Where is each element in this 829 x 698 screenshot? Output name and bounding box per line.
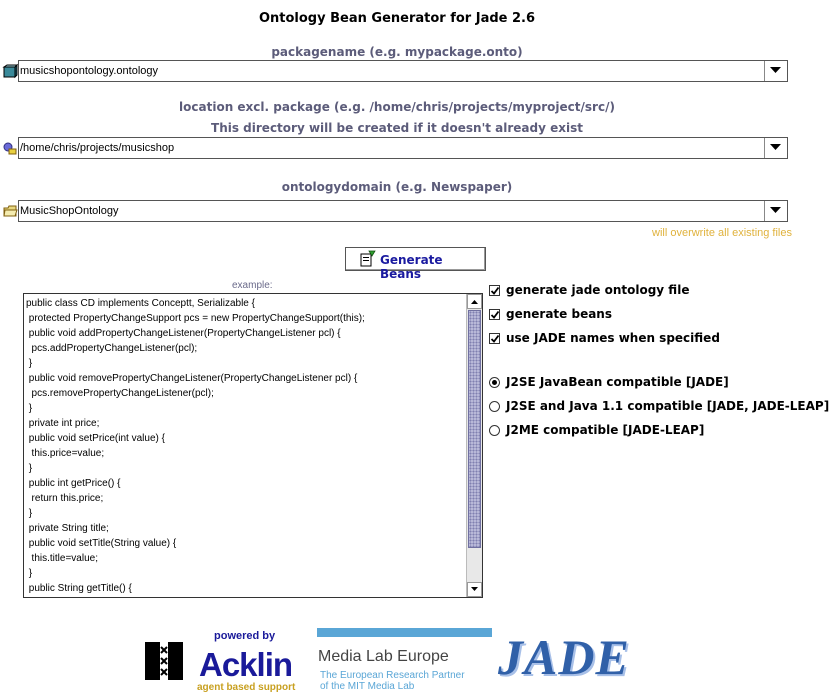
checkbox-label: generate jade ontology file	[506, 283, 690, 297]
package-label: packagename (e.g. mypackage.onto)	[271, 45, 523, 59]
chevron-down-icon	[770, 144, 781, 151]
code-line: public class CD implements Conceptt, Serializable {	[26, 298, 255, 309]
checkbox-box[interactable]	[489, 309, 500, 320]
checkbox-box[interactable]	[489, 333, 500, 344]
code-line: }	[26, 358, 33, 369]
location-note: This directory will be created if it doesn't already exist	[211, 121, 583, 135]
check-icon	[490, 310, 500, 320]
code-line: private String title;	[26, 523, 109, 534]
chevron-down-icon	[770, 207, 781, 214]
package-input[interactable]: musicshopontology.ontology	[20, 65, 158, 77]
crosses-logo-icon	[145, 642, 183, 680]
scroll-down-button[interactable]	[467, 582, 482, 597]
domain-input[interactable]: MusicShopOntology	[20, 205, 119, 217]
checkbox-box[interactable]	[489, 285, 500, 296]
directory-icon	[3, 141, 17, 155]
code-line: pcs.removePropertyChangeListener(pcl);	[26, 388, 214, 399]
generate-icon	[360, 251, 376, 267]
chevron-down-icon	[770, 67, 781, 74]
example-code-text	[26, 296, 365, 596]
package-icon	[3, 64, 17, 78]
chevron-down-icon	[468, 583, 481, 596]
mle-tagline	[320, 670, 465, 692]
code-line: this.title=value;	[26, 553, 98, 564]
powered-by-text: powered by	[214, 630, 276, 642]
location-dropdown-button[interactable]	[764, 138, 787, 158]
code-line: }	[26, 568, 33, 579]
radio-circle[interactable]	[489, 425, 500, 436]
code-line: }	[26, 403, 33, 414]
check-icon	[490, 286, 500, 296]
location-label: location excl. package (e.g. /home/chris/projects/myproject/src/)	[179, 100, 615, 114]
code-line: protected PropertyChangeSupport pcs = new PropertyChangeSupport(this);	[26, 313, 365, 324]
app-title: Ontology Bean Generator for Jade 2.6	[258, 11, 536, 26]
package-dropdown-button[interactable]	[764, 61, 787, 81]
generate-beans-button[interactable]	[345, 247, 486, 281]
radio-label: J2SE JavaBean compatible [JADE]	[506, 375, 729, 389]
folder-icon	[3, 204, 17, 218]
example-code-area[interactable]	[23, 293, 483, 598]
code-line: }	[26, 463, 33, 474]
code-line: pcs.addPropertyChangeListener(pcl);	[26, 343, 198, 354]
domain-dropdown-button[interactable]	[764, 201, 787, 221]
location-input[interactable]: /home/chris/projects/musicshop	[20, 142, 175, 154]
code-line: return this.price;	[26, 493, 104, 504]
radio-label: J2SE and Java 1.1 compatible [JADE, JADE-LEAP]	[506, 399, 829, 413]
generate-beans-label: Generate Beans	[380, 253, 443, 281]
check-icon	[490, 334, 500, 344]
package-combo[interactable]	[18, 60, 788, 82]
acklin-logo: Acklin	[199, 646, 293, 683]
radio-circle[interactable]	[489, 377, 500, 388]
vertical-scrollbar[interactable]	[466, 294, 482, 597]
domain-label: ontologydomain (e.g. Newspaper)	[281, 180, 513, 194]
jade-logo: JADE	[498, 629, 630, 685]
code-line: public String getTitle() {	[26, 583, 132, 594]
scroll-up-button[interactable]	[467, 294, 482, 309]
domain-combo[interactable]	[18, 200, 788, 222]
code-line: }	[26, 508, 33, 519]
mle-logo-bar	[317, 628, 492, 637]
uva-logo	[145, 642, 183, 680]
code-line: public void addPropertyChangeListener(PropertyChangeListener pcl) {	[26, 328, 341, 339]
media-lab-europe-logo: Media Lab Europe	[318, 648, 449, 665]
code-line: private int price;	[26, 418, 100, 429]
chevron-up-icon	[468, 295, 481, 308]
radio-circle[interactable]	[489, 401, 500, 412]
checkbox-label: use JADE names when specified	[506, 331, 720, 345]
scroll-thumb[interactable]	[468, 310, 481, 548]
location-combo[interactable]	[18, 137, 788, 159]
checkbox-label: generate beans	[506, 307, 612, 321]
code-line: public void removePropertyChangeListener(PropertyChangeListener pcl) {	[26, 373, 358, 384]
radio-selected-dot	[492, 380, 497, 385]
example-label: example:	[232, 280, 273, 291]
code-line: public int getPrice() {	[26, 478, 121, 489]
code-line: this.price=value;	[26, 448, 105, 459]
mle-tagline-line2: of the MIT Media Lab	[320, 681, 415, 692]
code-line: public void setTitle(String value) {	[26, 538, 177, 549]
acklin-tagline: agent based support	[197, 682, 296, 693]
overwrite-warning: will overwrite all existing files	[652, 227, 792, 239]
mle-tagline-line1: The European Research Partner	[320, 670, 465, 681]
code-line: public void setPrice(int value) {	[26, 433, 165, 444]
radio-label: J2ME compatible [JADE-LEAP]	[506, 423, 705, 437]
